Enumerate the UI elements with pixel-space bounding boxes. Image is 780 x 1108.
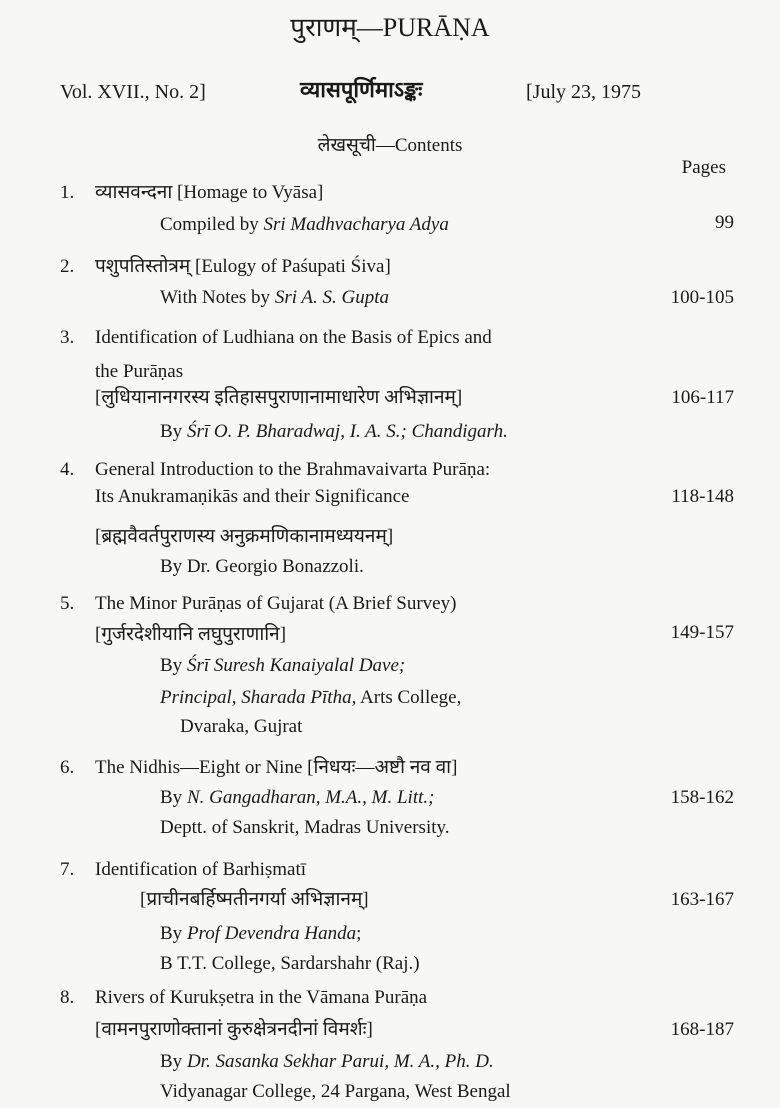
entry-title: Identification of Ludhiana on the Basis of Epics and [95, 327, 492, 348]
entry-sanskrit-title: [वामनपुराणोक्तानां कुरुक्षेत्रनदीनां विमर्शः] [95, 1019, 373, 1040]
entry-title: The Minor Purāṇas of Gujarat (A Brief Survey) [95, 593, 457, 614]
entry-pages: 99 [715, 212, 734, 233]
entry-author: By Dr. Georgio Bonazzoli. [160, 556, 364, 577]
entry-number: 3. [60, 327, 75, 348]
issue-name: व्यासपूर्णिमाऽङ्कः [300, 77, 423, 102]
entry-number: 6. [60, 757, 75, 778]
journal-title: पुराणम्—PURĀṆA [290, 13, 490, 42]
entry-author: With Notes by Sri A. S. Gupta [160, 287, 389, 308]
entry-affiliation-cont: Dvaraka, Gujrat [180, 716, 303, 737]
entry-pages: 158-162 [670, 787, 734, 808]
entry-author: By Prof Devendra Handa; [160, 923, 362, 944]
entry-number: 8. [60, 987, 75, 1008]
entry-author: By Śrī O. P. Bharadwaj, I. A. S.; Chandigarh. [160, 421, 508, 442]
entry-title: Identification of Barhiṣmatī [95, 859, 307, 880]
entry-number: 2. [60, 256, 75, 277]
entry-affiliation: Deptt. of Sanskrit, Madras University. [160, 817, 450, 838]
entry-pages: 118-148 [671, 486, 734, 507]
entry-sanskrit-title: [ब्रह्मवैवर्तपुराणस्य अनुक्रमणिकानामध्ययनम्] [95, 526, 394, 547]
contents-heading: लेखसूची—Contents [317, 135, 463, 156]
entry-pages: 168-187 [670, 1019, 734, 1040]
entry-number: 1. [60, 182, 75, 203]
entry-sanskrit-title: [गुर्जरदेशीयानि लघुपुराणानि] [95, 624, 287, 645]
entry-title: पशुपतिस्तोत्रम् [Eulogy of Paśupati Śiva] [95, 256, 391, 277]
entry-affiliation: Vidyanagar College, 24 Pargana, West Bengal [160, 1081, 511, 1102]
entry-title-cont: Its Anukramaṇikās and their Significance [95, 486, 410, 507]
entry-title: The Nidhis—Eight or Nine [निधयः—अष्टौ नव वा] [95, 757, 458, 778]
entry-affiliation: B T.T. College, Sardarshahr (Raj.) [160, 953, 420, 974]
entry-title: General Introduction to the Brahmavaivarta Purāṇa: [95, 459, 491, 480]
entry-author: By Śrī Suresh Kanaiyalal Dave; [160, 655, 406, 676]
entry-number: 5. [60, 593, 75, 614]
entry-author: By Dr. Sasanka Sekhar Parui, M. A., Ph. D. [160, 1051, 494, 1072]
entry-number: 4. [60, 459, 75, 480]
entry-number: 7. [60, 859, 75, 880]
entry-title: व्यासवन्दना [Homage to Vyāsa] [95, 182, 324, 203]
entry-author: Compiled by Sri Madhvacharya Adya [160, 214, 449, 235]
pages-column-label: Pages [681, 157, 726, 178]
volume-number: Vol. XVII., No. 2] [60, 81, 206, 103]
entry-pages: 106-117 [671, 387, 734, 408]
entry-sanskrit-title: [प्राचीनबर्हिष्मतीनगर्या अभिज्ञानम्] [140, 889, 369, 910]
entry-author: By N. Gangadharan, M.A., M. Litt.; [160, 787, 435, 808]
entry-title: Rivers of Kurukṣetra in the Vāmana Purāṇa [95, 987, 428, 1008]
issue-date: [July 23, 1975 [526, 81, 641, 103]
entry-affiliation: Principal, Sharada Pītha, Arts College, [160, 687, 462, 708]
entry-pages: 149-157 [670, 622, 734, 643]
entry-pages: 163-167 [670, 889, 734, 910]
entry-title-cont: the Purāṇas [95, 361, 184, 382]
entry-pages: 100-105 [670, 287, 734, 308]
entry-sanskrit-title: [लुधियानानगरस्य इतिहासपुराणानामाधारेण अभिज्ञानम्] [95, 387, 463, 408]
